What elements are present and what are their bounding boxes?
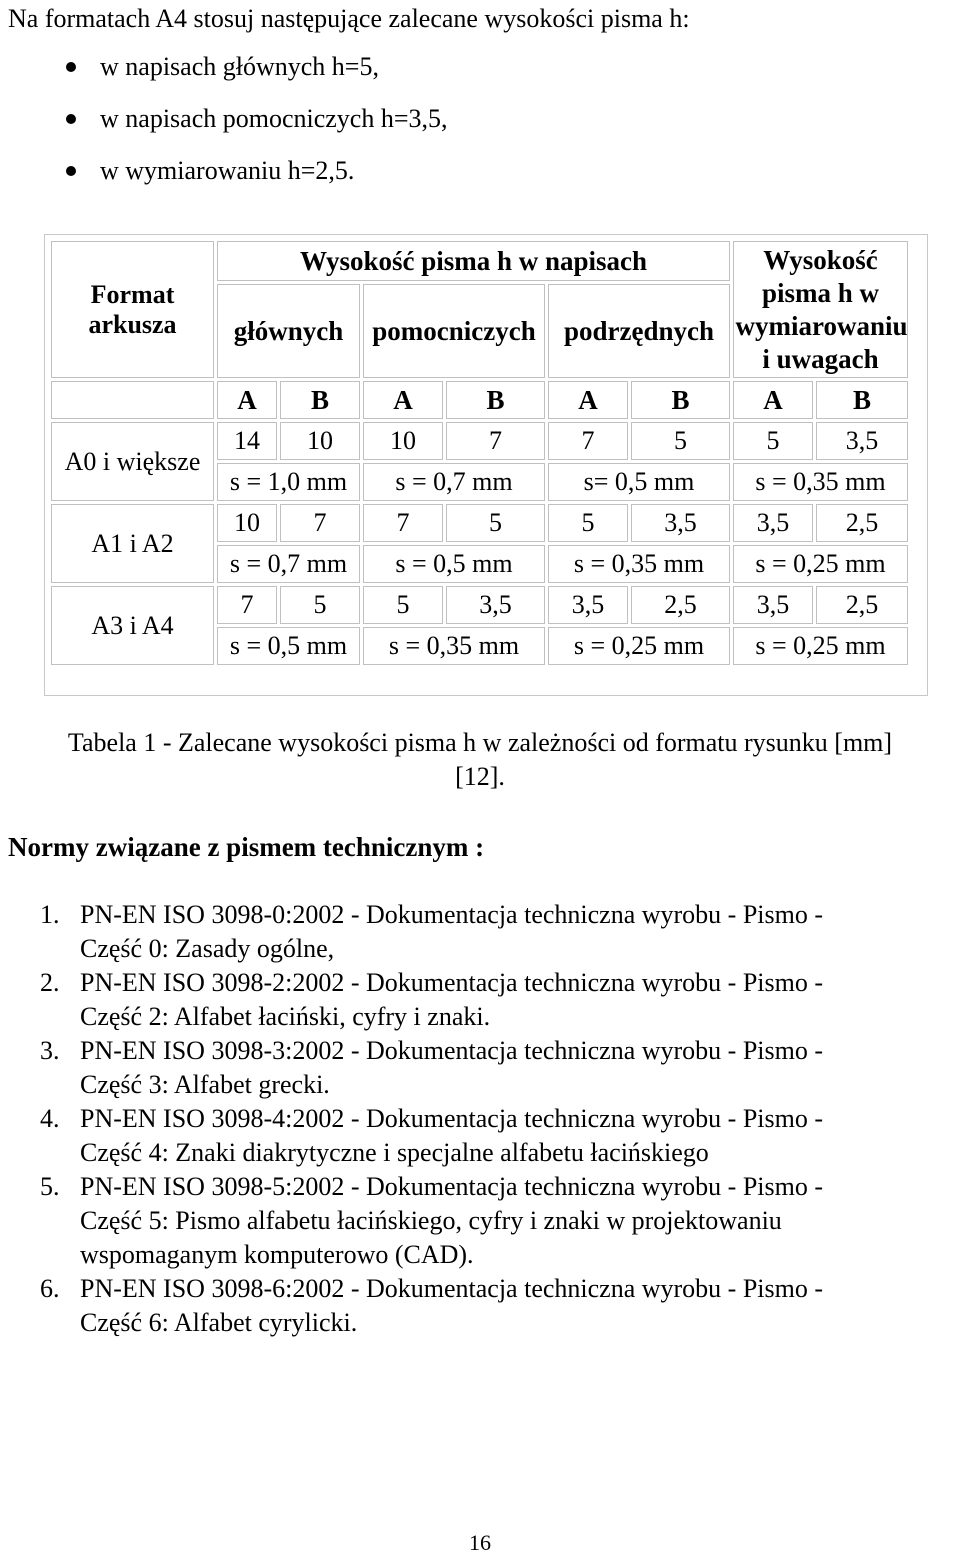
norm-number: 3. [40,1036,60,1065]
value-cell: 3,5 [816,422,908,460]
norm-line: PN-EN ISO 3098-5:2002 - Dokumentacja techniczna wyrobu - Pismo - [80,1172,824,1201]
sub-header-pomocniczych: pomocniczych [363,284,545,378]
page-number: 16 [469,1530,491,1555]
ab-label-empty [51,381,214,419]
norm-line: PN-EN ISO 3098-4:2002 - Dokumentacja techniczna wyrobu - Pismo - [80,1104,824,1133]
ab-label: A [363,381,443,419]
caption-line: Tabela 1 - Zalecane wysokości pisma h w zależności od formatu rysunku [mm] [67,728,893,757]
value-cell: 3,5 [548,586,628,624]
value-cell: 7 [217,586,277,624]
value-cell: 5 [631,422,730,460]
sub-header-podrzednych: podrzędnych [548,284,730,378]
napisy-header: Wysokość pisma h w napisach [217,241,730,281]
ab-label: B [816,381,908,419]
value-cell: 5 [446,504,545,542]
norm-line: Część 0: Zasady ogólne, [80,934,335,963]
norm-number: 5. [40,1172,60,1201]
ab-label: B [280,381,360,419]
value-cell: 5 [548,504,628,542]
format-header-text: Format arkusza [88,279,177,339]
norm-number: 2. [40,968,60,997]
norm-line: PN-EN ISO 3098-0:2002 - Dokumentacja techniczna wyrobu - Pismo - [80,900,824,929]
norm-item [0,1272,950,1340]
norm-line: Część 2: Alfabet łaciński, cyfry i znaki. [80,1002,491,1031]
spacing-cell: s = 0,35 mm [363,627,545,665]
norm-item [0,1170,950,1272]
spacing-cell: s = 0,25 mm [548,627,730,665]
ab-label: A [733,381,813,419]
font-height-table-frame [44,234,928,696]
intro-text: Na formatach A4 stosuj następujące zalecane wysokości pisma h: [8,4,690,33]
spacing-cell: s = 0,25 mm [733,545,908,583]
value-cell: 3,5 [446,586,545,624]
norm-line: wspomaganym komputerowo (CAD). [80,1240,474,1269]
format-header [51,241,214,378]
spacing-cell: s = 0,7 mm [363,463,545,501]
bullet-icon [66,114,76,124]
bullet-list [60,50,448,206]
wymiar-header-text: Wysokość pisma h w wymiarowaniu i uwagach [735,244,908,374]
norm-item [0,898,950,966]
value-cell: 7 [280,504,360,542]
value-cell: 3,5 [733,586,813,624]
bullet-text: w wymiarowaniu h=2,5. [100,156,355,185]
sub-header-glownych: głównych [217,284,360,378]
norms-heading: Normy związane z pismem technicznym : [8,832,485,862]
norm-line: Część 4: Znaki diakrytyczne i specjalne alfabetu łacińskiego [80,1138,709,1167]
font-height-table [48,238,911,668]
format-cell: A1 i A2 [51,504,214,583]
value-cell: 2,5 [816,504,908,542]
spacing-cell: s = 0,7 mm [217,545,360,583]
norm-line: PN-EN ISO 3098-2:2002 - Dokumentacja techniczna wyrobu - Pismo - [80,968,824,997]
bullet-icon [66,166,76,176]
value-cell: 7 [548,422,628,460]
norm-item [0,966,950,1034]
bullet-icon [66,62,76,72]
spacing-cell: s = 0,5 mm [217,627,360,665]
value-cell: 2,5 [631,586,730,624]
norms-list [0,898,950,1340]
value-cell: 2,5 [816,586,908,624]
value-cell: 5 [280,586,360,624]
norm-item [0,1102,950,1170]
ab-label: A [217,381,277,419]
ab-label: B [631,381,730,419]
spacing-cell: s = 1,0 mm [217,463,360,501]
caption-line: [12]. [455,762,505,791]
norm-line: PN-EN ISO 3098-3:2002 - Dokumentacja techniczna wyrobu - Pismo - [80,1036,824,1065]
value-cell: 3,5 [733,504,813,542]
ab-label: B [446,381,545,419]
norm-number: 4. [40,1104,60,1133]
value-cell: 10 [217,504,277,542]
value-cell: 10 [363,422,443,460]
bullet-item [60,102,448,154]
value-cell: 5 [363,586,443,624]
value-cell: 7 [446,422,545,460]
spacing-cell: s = 0,35 mm [733,463,908,501]
norm-line: Część 6: Alfabet cyrylicki. [80,1308,358,1337]
bullet-item [60,154,448,206]
format-cell: A3 i A4 [51,586,214,665]
spacing-cell: s= 0,5 mm [548,463,730,501]
norm-line: Część 5: Pismo alfabetu łacińskiego, cyfry i znaki w projektowaniu [80,1206,782,1235]
spacing-cell: s = 0,35 mm [548,545,730,583]
spacing-cell: s = 0,5 mm [363,545,545,583]
table-caption [0,726,960,794]
spacing-cell: s = 0,25 mm [733,627,908,665]
value-cell: 10 [280,422,360,460]
norm-number: 6. [40,1274,60,1303]
value-cell: 3,5 [631,504,730,542]
norm-item [0,1034,950,1102]
value-cell: 14 [217,422,277,460]
bullet-item [60,50,448,102]
value-cell: 5 [733,422,813,460]
bullet-text: w napisach głównych h=5, [100,52,379,81]
norm-line: PN-EN ISO 3098-6:2002 - Dokumentacja techniczna wyrobu - Pismo - [80,1274,824,1303]
norm-line: Część 3: Alfabet grecki. [80,1070,330,1099]
bullet-text: w napisach pomocniczych h=3,5, [100,104,448,133]
norm-number: 1. [40,900,60,929]
wymiar-header [733,241,908,378]
value-cell: 7 [363,504,443,542]
format-cell: A0 i większe [51,422,214,501]
ab-label: A [548,381,628,419]
